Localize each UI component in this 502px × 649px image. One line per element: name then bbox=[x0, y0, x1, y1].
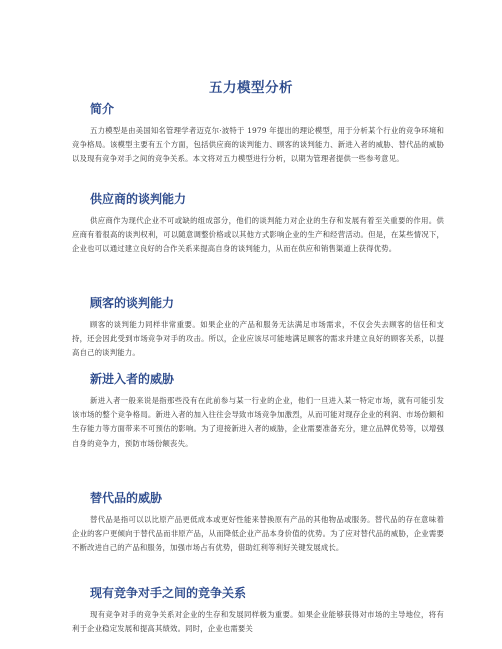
section-buyer-bargaining bbox=[72, 296, 444, 361]
section-intro bbox=[72, 102, 444, 167]
section-body: 供应商作为现代企业不可或缺的组成部分，他们的谈判能力对企业的生存和发展有着至关重要的作用。供应商有着很高的谈判权利，可以随意调整价格或以其他方式影响企业的生产和经营活动。但是，在某些情况下，企业也可以通过建立良好的合作关系来提高自身的谈判能力，从而在供应和销售渠道上获得优势。 bbox=[72, 216, 444, 254]
section-body: 现有竞争对手的竞争关系对企业的生存和发展同样极为重要。如果企业能够获得对市场的主导地位，将有利于企业稳定发展和提高其绩效。同时，企业也需要关 bbox=[72, 610, 444, 634]
document-title: 五力模型分析 bbox=[209, 80, 293, 96]
section-supplier-bargaining bbox=[72, 192, 444, 257]
section-heading: 替代品的威胁 bbox=[90, 491, 163, 505]
section-heading: 现有竞争对手之间的竞争关系 bbox=[90, 586, 247, 600]
section-body: 顾客的谈判能力同样非常重要。如果企业的产品和服务无法满足市场需求，不仅会失去顾客的信任和支持，还会因此受到市场竞争对手的攻击。所以，企业应该尽可能地满足顾客的需求并建立良好的顾客关系，以提高自己的谈判能力。 bbox=[72, 320, 444, 358]
section-rivalry bbox=[72, 586, 444, 636]
section-body: 五力模型是由美国知名管理学者迈克尔·波特于 1979 年提出的理论模型，用于分析某个行业的竞争环境和竞争格局。该模型主要有五个方面，包括供应商的谈判能力、顾客的谈判能力、新进入者的威胁、替代品的威胁以及现有竞争对手之间的竞争关系。本文将对五力模型进行分析，以期为管理者提供一些参考意见。 bbox=[72, 126, 444, 164]
section-heading: 简介 bbox=[90, 102, 115, 116]
section-body: 新进入者一般来说是指那些没有在此前参与某一行业的企业，他们一旦进入某一特定市场，就有可能引发该市场的整个竞争格局。新进入者的加入往往会导致市场竞争加激烈，从而可能对现存企业的利润、市场份额和生存能力等方面带来不可预估的影响。为了迎接新进入者的威胁，企业需要准备充分，建立品牌优势等，以增强自身的竞争力，预防市场份额丧失。 bbox=[72, 396, 444, 448]
section-heading: 新进入者的威胁 bbox=[90, 372, 175, 386]
section-substitutes bbox=[72, 491, 444, 556]
section-body: 替代品是指可以以比原产品更低成本或更好性能来替换原有产品的其他物品或服务。替代品的存在意味着企业的客户更倾向于替代品而非原产品，从而降低企业产品本身价值的优势。为了应对替代品的威胁，企业需要不断改进自己的产品和服务，加强市场占有优势，借助红利等利好关键发展成长。 bbox=[72, 515, 444, 553]
section-heading: 供应商的谈判能力 bbox=[90, 192, 187, 206]
section-heading: 顾客的谈判能力 bbox=[90, 296, 175, 310]
section-new-entrants bbox=[72, 372, 444, 451]
